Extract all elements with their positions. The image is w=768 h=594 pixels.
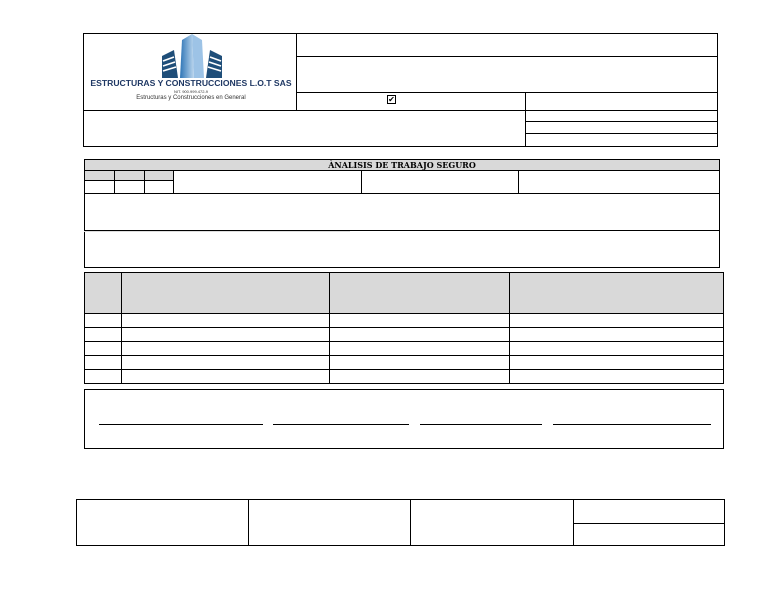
checkbox[interactable]: ✔	[388, 95, 395, 104]
table-row	[84, 341, 724, 342]
header-line	[525, 121, 718, 122]
form-title: ÀNALISIS DE TRABAJO SEGURO	[328, 160, 476, 170]
header-divider	[525, 92, 526, 147]
company-tagline: Estructuras y Construcciones en General	[136, 95, 246, 101]
signature-line	[553, 424, 711, 425]
footer-line	[573, 523, 725, 524]
cell-divider	[361, 171, 362, 194]
row-line	[84, 193, 720, 194]
cell-line	[85, 180, 173, 181]
header-divider	[296, 33, 297, 111]
table-row	[84, 355, 724, 356]
footer-divider	[248, 499, 249, 546]
footer-divider	[410, 499, 411, 546]
cell-divider	[173, 171, 174, 194]
col-divider	[329, 272, 330, 384]
steps-header	[85, 273, 723, 313]
table-row	[84, 369, 724, 370]
table-row	[84, 313, 724, 314]
signature-line	[420, 424, 542, 425]
company-name: ESTRUCTURAS Y CONSTRUCCIONES L.O.T SAS	[90, 78, 292, 88]
date-cell	[85, 171, 173, 180]
header-line	[296, 92, 718, 93]
buildings-icon	[160, 34, 224, 78]
signature-line	[273, 424, 409, 425]
cell-divider	[518, 171, 519, 194]
signature-line	[99, 424, 263, 425]
analysis-block	[84, 170, 720, 268]
table-row	[84, 327, 724, 328]
company-nit: NIT. 900.999.472-9	[173, 89, 209, 94]
col-divider	[121, 272, 122, 384]
signature-block	[84, 389, 724, 449]
row-line	[84, 231, 350, 232]
cell-divider	[144, 171, 145, 194]
header-line	[83, 110, 718, 111]
cell-divider	[114, 171, 115, 194]
header-line	[525, 133, 718, 134]
col-divider	[509, 272, 510, 384]
header-line	[296, 56, 718, 57]
